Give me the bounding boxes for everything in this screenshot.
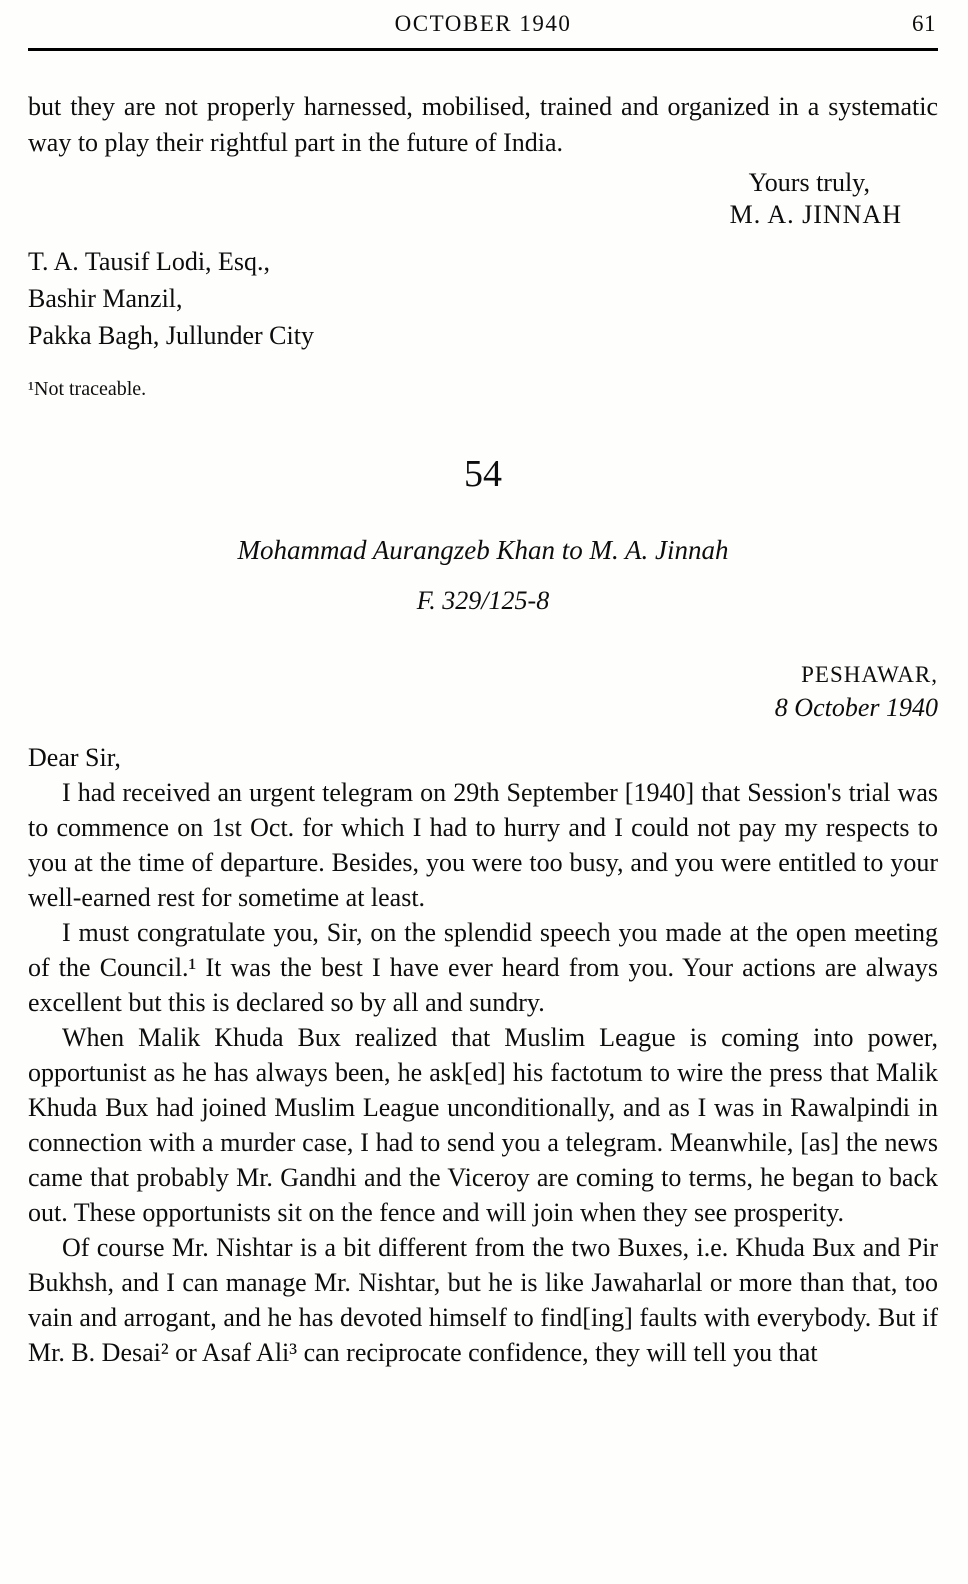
letter-number: 54: [464, 453, 502, 495]
place-line: PESHAWAR,: [801, 662, 938, 687]
page-header: [28, 8, 938, 40]
closing-block: [28, 167, 938, 231]
address-line: Pakka Bagh, Jullunder City: [28, 321, 314, 350]
previous-letter-end: [28, 89, 938, 402]
recipient-address-block: [28, 243, 938, 354]
signature-line: M. A. JINNAH: [729, 200, 902, 229]
letter-paragraph-2: I must congratulate you, Sir, on the splendid speech you made at the open meeting of the Council.¹ It was the best I have ever heard from you. Your actions are always excellent but this is declared so by all and sundry.: [28, 918, 938, 1017]
previous-letter-body-end: but they are not properly harnessed, mobilised, trained and organized in a systematic way to play their rightful part in the future of India.: [28, 92, 938, 157]
letter-paragraph-4: Of course Mr. Nishtar is a bit different from the two Buxes, i.e. Khuda Bux and Pir Bukhsh, and I can manage Mr. Nishtar, but he is like Jawaharlal or more than that, too vain and arrogant, and he has devoted himself to find[ing] faults with everybody. But if Mr. B. Desai² or Asaf Ali³ can reciprocate confidence, they will tell you that: [28, 1233, 938, 1367]
letter-paragraph-3: When Malik Khuda Bux realized that Muslim League is coming into power, opportunist as he has always been, he ask[ed] his factotum to wire the press that Malik Khuda Bux had joined Muslim League unconditionally, and as I was in Rawalpindi in connection with a murder case, I had to send you a telegram. Meanwhile, [as] the news came that probably Mr. Gandhi and the Viceroy are coming to terms, he began to back out. These opportunists sit on the fence and will join when they see prosperity.: [28, 1023, 938, 1227]
header-rule: [28, 48, 938, 51]
page-number: 61: [912, 11, 936, 36]
closing-line: Yours truly,: [748, 168, 870, 197]
file-reference: F. 329/125-8: [416, 586, 550, 615]
date-line: 8 October 1940: [774, 693, 938, 722]
running-head: OCTOBER 1940: [394, 11, 572, 36]
place-date-block: [28, 660, 938, 724]
letter-title: Mohammad Aurangzeb Khan to M. A. Jinnah: [237, 535, 729, 565]
footnote: ¹Not traceable.: [28, 378, 147, 400]
letter-paragraph-1: I had received an urgent telegram on 29th September [1940] that Session's trial was to commence on 1st Oct. for which I had to hurry and I could not pay my respects to you at the time of departure. Besides, you were too busy, and you were entitled to your well-earned rest for sometime at least.: [28, 778, 938, 912]
address-line: T. A. Tausif Lodi, Esq.,: [28, 247, 271, 276]
salutation: Dear Sir,: [28, 743, 121, 772]
letter-54: [28, 452, 938, 1370]
address-line: Bashir Manzil,: [28, 284, 183, 313]
